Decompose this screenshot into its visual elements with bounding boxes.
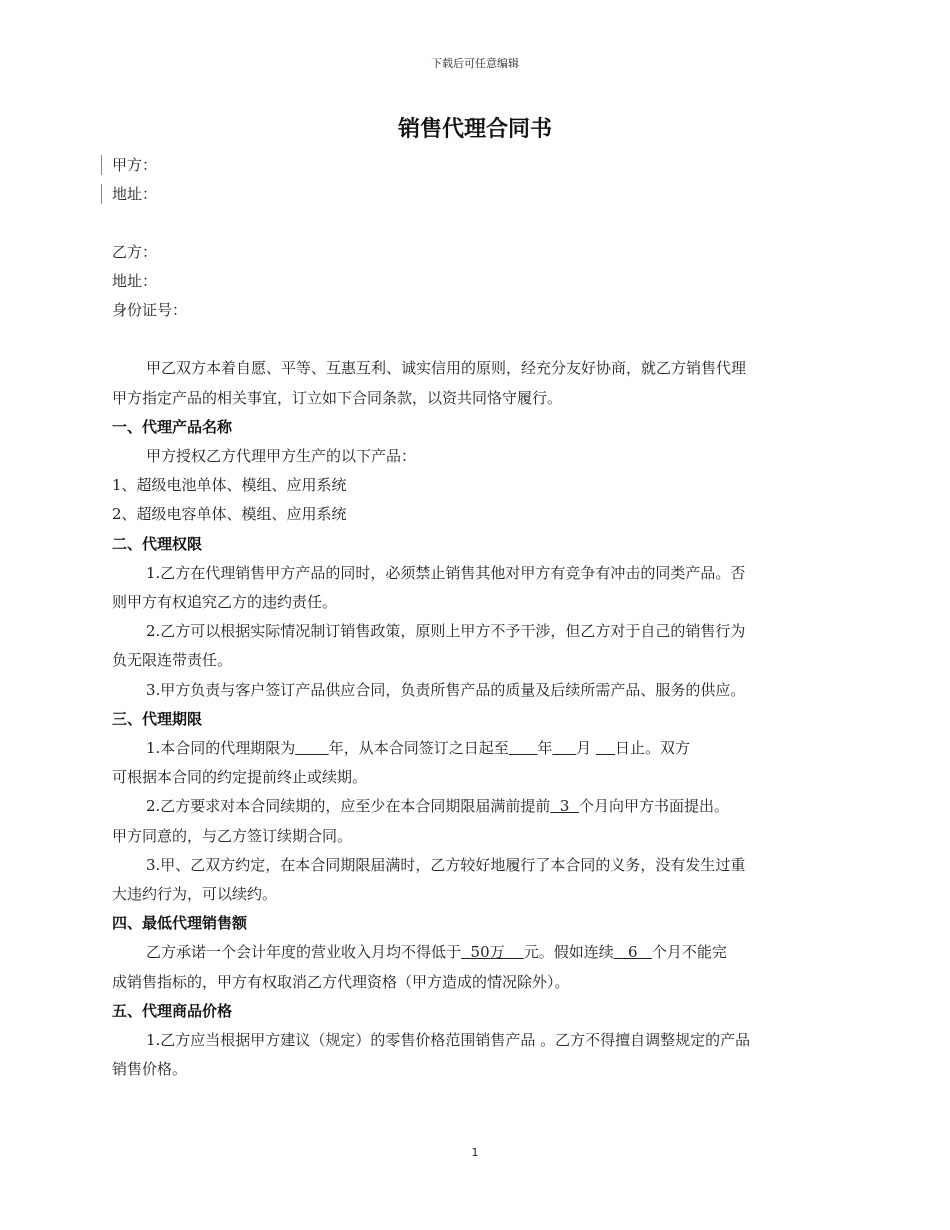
clause-line xyxy=(146,942,727,962)
clause-line: 则甲方有权追究乙方的违约责任。 xyxy=(112,593,338,611)
section-heading: 五、代理商品价格 xyxy=(112,1002,233,1020)
paragraph-line: 甲方授权乙方代理甲方生产的以下产品： xyxy=(146,447,417,465)
clause-text: 元。假如连续 xyxy=(523,943,614,961)
clause-text: 个月向甲方书面提出。 xyxy=(578,797,729,815)
clause-text: 月 xyxy=(576,739,596,757)
fill-blank xyxy=(295,739,328,757)
document-title: 销售代理合同书 xyxy=(397,117,552,142)
party-a-label: 甲方： xyxy=(112,156,158,174)
fill-blank xyxy=(509,739,538,757)
clause-line: 甲方同意的，与乙方签订续期合同。 xyxy=(112,827,353,845)
clause-text: 年，从本合同签订之日起至 xyxy=(328,739,509,757)
fill-blank xyxy=(596,739,615,757)
revision-bar xyxy=(101,155,102,175)
consecutive-months: 6 xyxy=(613,943,652,961)
clause-line: 1.乙方在代理销售甲方产品的同时，必须禁止销售其他对甲方有竞争有冲击的同类产品。否 xyxy=(146,564,746,582)
clause-line xyxy=(146,796,729,816)
clause-line: 负无限连带责任。 xyxy=(112,651,233,669)
clause-text: 个月不能完 xyxy=(651,943,727,961)
clause-text: 年 xyxy=(537,739,553,757)
intro-line: 甲乙双方本着自愿、平等、互惠互利、诚实信用的原则，经充分友好协商，就乙方销售代理 xyxy=(146,359,747,377)
clause-line xyxy=(146,738,690,758)
section-heading: 三、代理期限 xyxy=(112,710,203,728)
clause-line: 1.乙方应当根据甲方建议（规定）的零售价格范围销售产品 。乙方不得擅自调整规定的产品 xyxy=(146,1031,751,1049)
party-b-id-number: 身份证号： xyxy=(112,301,188,319)
section-heading: 二、代理权限 xyxy=(112,535,203,553)
renewal-notice-months: 3 xyxy=(550,797,579,815)
clause-line: 3.甲、乙双方约定，在本合同期限届满时，乙方较好地履行了本合同的义务，没有发生过重 xyxy=(146,856,746,874)
clause-line: 3.甲方负责与客户签订产品供应合同，负责所售产品的质量及后续所需产品、服务的供应。 xyxy=(146,681,746,699)
clause-line: 可根据本合同的约定提前终止或续期。 xyxy=(112,768,368,786)
party-b-address: 地址： xyxy=(112,272,158,290)
list-item: 1、超级电池单体、模组、应用系统 xyxy=(112,476,347,494)
minimum-sales-amount: 50万 xyxy=(461,943,524,961)
clause-line: 成销售指标的，甲方有权取消乙方代理资格（甲方造成的情况除外）。 xyxy=(112,973,570,991)
party-b-label: 乙方： xyxy=(112,243,158,261)
clause-line: 大违约行为，可以续约。 xyxy=(112,885,278,903)
page-number: 1 xyxy=(471,1146,479,1159)
clause-text: 乙方承诺一个会计年度的营业收入月均不得低于 xyxy=(146,943,462,961)
fill-blank xyxy=(552,739,576,757)
revision-bar xyxy=(101,184,102,204)
clause-line: 销售价格。 xyxy=(112,1060,188,1078)
section-heading: 四、最低代理销售额 xyxy=(112,914,248,932)
clause-text: 日止。双方 xyxy=(615,739,691,757)
clause-line: 2.乙方可以根据实际情况制订销售政策，原则上甲方不予干涉，但乙方对于自己的销售行为 xyxy=(146,622,746,640)
party-a-address: 地址： xyxy=(112,185,158,203)
section-heading: 一、代理产品名称 xyxy=(112,418,233,436)
intro-line: 甲方指定产品的相关事宜，订立如下合同条款，以资共同恪守履行。 xyxy=(112,389,563,407)
clause-text: 1.本合同的代理期限为 xyxy=(146,739,296,757)
clause-text: 2.乙方要求对本合同续期的，应至少在本合同期限届满前提前 xyxy=(146,797,551,815)
list-item: 2、超级电容单体、模组、应用系统 xyxy=(112,505,347,523)
header-note: 下载后可任意编辑 xyxy=(431,57,519,70)
